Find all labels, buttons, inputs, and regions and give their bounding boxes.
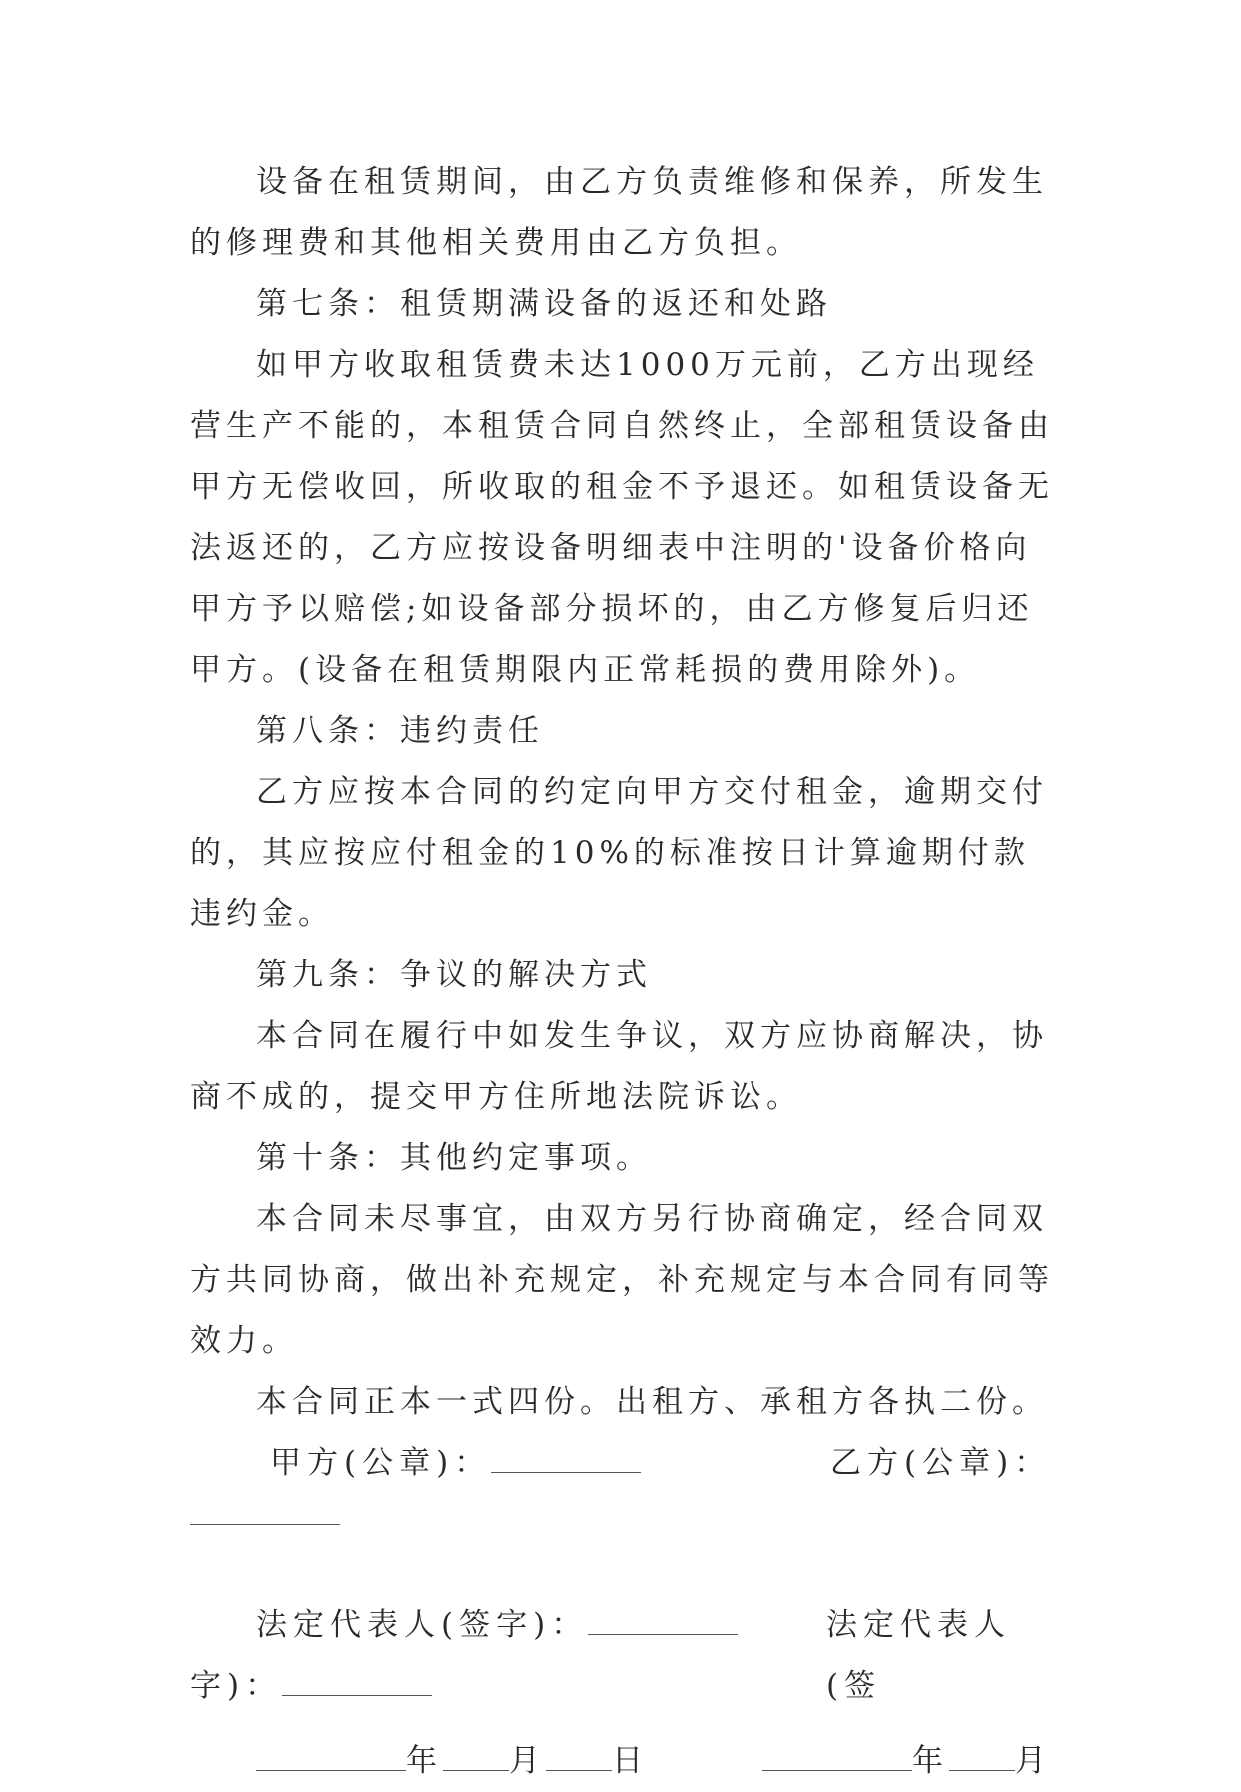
party-a-representative-label: 法定代表人(签字)： bbox=[256, 1607, 589, 1643]
party-b-year-blank[interactable] bbox=[762, 1740, 912, 1771]
paragraph-maintenance: 设备在租赁期间，由乙方负责维修和保养，所发生的修理费和其他相关费用由乙方负担。 bbox=[190, 164, 1048, 261]
heading-article-8: 第八条：违约责任 bbox=[256, 713, 544, 749]
seal-row bbox=[190, 1433, 1062, 1494]
party-b-date bbox=[762, 1731, 1052, 1792]
contract-page bbox=[190, 152, 1062, 1792]
heading-article-9: 第九条：争议的解决方式 bbox=[256, 957, 652, 993]
party-b-year-label: 年 bbox=[912, 1743, 949, 1779]
paragraph-copies: 本合同正本一式四份。出租方、承租方各执二份。 bbox=[256, 1384, 1048, 1420]
party-b-representative-label: 法定代表人(签 bbox=[826, 1607, 1011, 1704]
seal-row-continued bbox=[190, 1494, 1062, 1555]
party-a-month-label: 月 bbox=[509, 1743, 546, 1779]
spacer bbox=[190, 1555, 1062, 1595]
party-a-seal-blank[interactable] bbox=[491, 1442, 641, 1473]
date-row bbox=[190, 1731, 1062, 1792]
party-a-day-blank[interactable] bbox=[546, 1740, 612, 1771]
representative-row-continued bbox=[190, 1656, 1062, 1717]
party-a-representative bbox=[256, 1595, 738, 1656]
spacer-date bbox=[190, 1717, 1062, 1731]
representative-row bbox=[190, 1595, 1062, 1704]
party-a-date bbox=[256, 1731, 649, 1792]
party-b-seal-blank[interactable] bbox=[190, 1494, 340, 1525]
heading-article-10: 第十条：其他约定事项。 bbox=[256, 1140, 652, 1176]
party-a-year-blank[interactable] bbox=[256, 1740, 406, 1771]
paragraph-article-8: 乙方应按本合同的约定向甲方交付租金，逾期交付的，其应按应付租金的10%的标准按日计算逾期付款违约金。 bbox=[190, 774, 1048, 932]
party-b-representative-blank[interactable] bbox=[282, 1665, 432, 1696]
party-a-seal-label: 甲方(公章)： bbox=[270, 1445, 492, 1481]
paragraph-article-7: 如甲方收取租赁费未达1000万元前，乙方出现经营生产不能的，本租赁合同自然终止，全部租赁设备由甲方无偿收回，所收取的租金不予退还。如租赁设备无法返还的，乙方应按设备明细表中注明的'设备价格向甲方予以赔偿;如设备部分损坏的，由乙方修复后归还甲方。(设备在租赁期限内正常耗损的费用除外)。 bbox=[190, 347, 1054, 688]
party-a-year-label: 年 bbox=[406, 1743, 443, 1779]
party-b-seal-label: 乙方(公章)： bbox=[830, 1445, 1052, 1481]
party-b-seal bbox=[830, 1433, 1051, 1494]
paragraph-article-10: 本合同未尽事宜，由双方另行协商确定，经合同双方共同协商，做出补充规定，补充规定与本合同有同等效力。 bbox=[190, 1201, 1054, 1359]
paragraph-article-9: 本合同在履行中如发生争议，双方应协商解决，协商不成的，提交甲方住所地法院诉讼。 bbox=[190, 1018, 1048, 1115]
party-a-month-blank[interactable] bbox=[443, 1740, 509, 1771]
party-b-representative-continued bbox=[190, 1656, 432, 1717]
party-b-representative-label-continued: 字)： bbox=[190, 1668, 283, 1704]
party-b-month-blank[interactable] bbox=[949, 1740, 1015, 1771]
party-b-month-label: 月 bbox=[1015, 1743, 1052, 1779]
heading-article-7: 第七条：租赁期满设备的返还和处路 bbox=[256, 286, 832, 322]
party-a-seal bbox=[270, 1433, 641, 1494]
party-a-day-label: 日 bbox=[612, 1743, 649, 1779]
party-a-representative-blank[interactable] bbox=[588, 1604, 738, 1635]
